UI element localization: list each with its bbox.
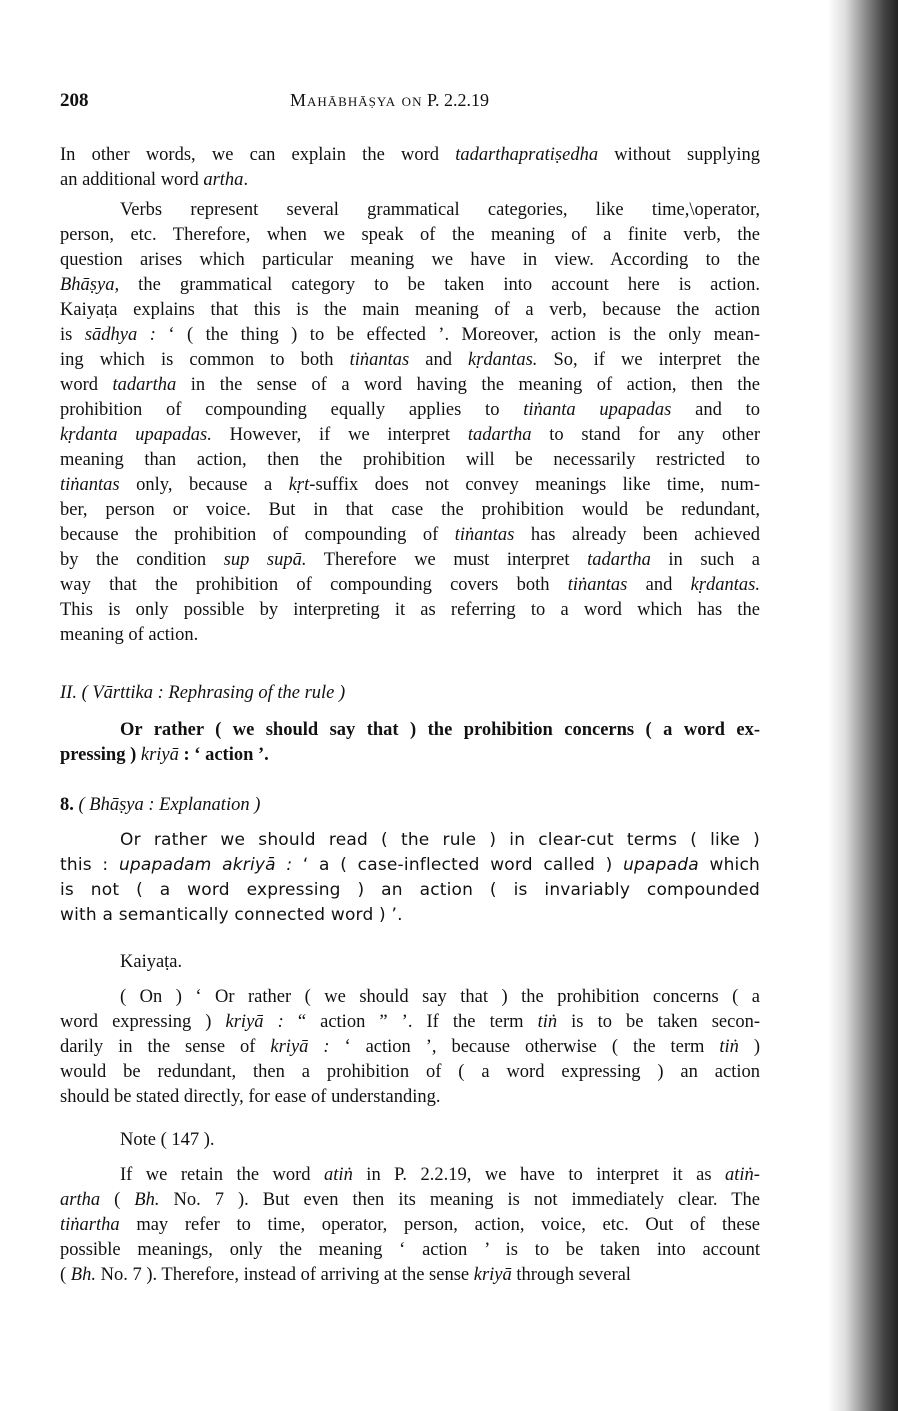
text-line [60, 168, 760, 193]
text-run: Therefore we must interpret [306, 550, 588, 570]
text-run: However, if we interpret [211, 425, 468, 445]
text-block-bh [60, 828, 760, 928]
italic-term: tiṅantas [567, 575, 628, 595]
italic-term: tadartha [587, 550, 651, 570]
text-line [60, 473, 760, 498]
text-line [60, 423, 760, 448]
text-line [60, 1163, 760, 1188]
text-run: 8. [60, 795, 74, 815]
text-run: in P. 2.2.19, we have to interpret it as [352, 1165, 726, 1185]
text-line [60, 1213, 760, 1238]
text-run: and to [671, 400, 760, 420]
text-line [60, 398, 760, 423]
italic-term: kriyā : [270, 1037, 330, 1057]
text-run: is to be taken secon- [557, 1012, 760, 1032]
page-number: 208 [60, 90, 89, 111]
text-run: may refer to time, operator, person, action, voice, etc. Out of these [119, 1215, 760, 1235]
text-run: possible meanings, only the meaning ‘ action ’ is to be taken into account [60, 1240, 760, 1260]
text-run: If we retain the word [120, 1165, 325, 1185]
text-run: which [698, 855, 760, 875]
text-run: ‘ ( the thing ) to be effected ’. Moreover, action is the only mean- [155, 325, 760, 345]
italic-term: tiṅantas [454, 525, 515, 545]
text-run: ) [738, 1037, 761, 1057]
italic-term: Bhāṣya, [60, 275, 120, 295]
text-run: ing which is common to both [60, 350, 350, 370]
text-line [60, 273, 760, 298]
text-line [60, 1085, 760, 1110]
text-block-np [60, 1163, 760, 1288]
text-run: No. 7 ). But even then its meaning is not immediately clear. The [159, 1190, 760, 1210]
text-run: darily in the sense of [60, 1037, 271, 1057]
italic-term: upapadam akriyā : [118, 855, 293, 875]
scanned-book-edge [828, 0, 898, 1411]
text-run: is [60, 325, 85, 345]
text-run: to stand for any other [531, 425, 760, 445]
italic-term: tadartha [467, 425, 532, 445]
italic-term: II. ( Vārttika : Rephrasing of the rule ) [60, 683, 346, 703]
italic-term: tiṅantas [349, 350, 410, 370]
text-run: Or rather we should read ( the rule ) in clear-cut terms ( like ) [120, 830, 760, 850]
italic-term: atiṅ [324, 1165, 353, 1185]
running-head-title: Mahābhāṣya on [290, 90, 423, 110]
text-line [60, 448, 760, 473]
text-run: by the condition [60, 550, 224, 570]
text-line [60, 498, 760, 523]
text-line [60, 198, 760, 223]
italic-term: kriyā : [225, 1012, 284, 1032]
text-line [60, 248, 760, 273]
text-line [60, 793, 760, 818]
text-run: Verbs represent several grammatical categories, like time,\operator, [120, 200, 760, 220]
text-line [60, 681, 760, 706]
text-line [60, 348, 760, 373]
text-run: ( [100, 1190, 135, 1210]
text-line [60, 1263, 760, 1288]
italic-term: sup supā. [223, 550, 307, 570]
text-run: ( On ) ‘ Or rather ( we should say that ) the prohibition concerns ( a [120, 987, 760, 1007]
text-run: word [60, 375, 113, 395]
text-line [60, 373, 760, 398]
text-line [60, 853, 760, 878]
text-line [60, 1128, 760, 1153]
text-run: -suffix does not convey meanings like time, num- [309, 475, 760, 495]
italic-term: artha [60, 1190, 101, 1210]
text-block-kp [60, 985, 760, 1110]
text-run: No. 7 ). Therefore, instead of arriving at the sense [95, 1265, 474, 1285]
italic-term: tadarthapratiṣedha [455, 145, 599, 165]
text-block-nt [60, 1128, 760, 1153]
italic-term: tadartha [112, 375, 177, 395]
running-head-ref: P. 2.2.19 [426, 90, 489, 110]
italic-term: kṛdanta upapadas. [60, 425, 212, 445]
text-run: ber, person or voice. But in that case the prohibition would be redundant, [60, 500, 760, 520]
italic-term: tiṅartha [60, 1215, 120, 1235]
italic-term: kriyā [473, 1265, 512, 1285]
text-run: Or rather ( we should say that ) the prohibition concerns ( a word ex- [120, 720, 760, 740]
text-line [60, 718, 760, 743]
text-run: in such a [650, 550, 761, 570]
text-line [60, 903, 760, 928]
text-line [60, 548, 760, 573]
text-run: ‘ action ’, because otherwise ( the term [329, 1037, 720, 1057]
italic-term: tiṅ [719, 1037, 739, 1057]
text-run: would be redundant, then a prohibition of ( a word expressing ) an action [60, 1062, 760, 1082]
text-line [60, 298, 760, 323]
italic-term: Bh. [134, 1190, 160, 1210]
text-run: question arises which particular meaning we have in view. According to the [60, 250, 760, 270]
text-line [60, 985, 760, 1010]
italic-term: tiṅ [537, 1012, 558, 1032]
italic-term: kṛdantas. [468, 350, 538, 370]
text-run: an additional word [60, 170, 204, 190]
text-line [60, 1010, 760, 1035]
text-run: has already been achieved [514, 525, 760, 545]
text-line [60, 223, 760, 248]
text-run: in the sense of a word having the meaning of action, then the [176, 375, 760, 395]
text-run: prohibition of compounding equally applies to [60, 400, 524, 420]
italic-term: kriyā [140, 745, 179, 765]
text-run: meaning of action. [60, 625, 199, 645]
italic-term: ( Bhāṣya : Explanation ) [73, 795, 261, 815]
text-run: this : [60, 855, 119, 875]
text-run: “ action ” ’. If the term [283, 1012, 538, 1032]
text-run: without supplying [598, 145, 760, 165]
italic-term: sādhya : [84, 325, 156, 345]
text-line [60, 573, 760, 598]
text-block-h8 [60, 793, 760, 818]
text-run: way that the prohibition of compounding covers both [60, 575, 568, 595]
text-line [60, 143, 760, 168]
text-run: because the prohibition of compounding of [60, 525, 455, 545]
italic-term: Bh. [70, 1265, 96, 1285]
text-run: with a semantically connected word ) ’. [60, 905, 403, 925]
text-line [60, 1188, 760, 1213]
text-run: . [243, 170, 249, 190]
text-block-p1 [60, 143, 760, 193]
text-block-h2 [60, 681, 760, 706]
text-block-vt [60, 718, 760, 768]
text-line [60, 1035, 760, 1060]
text-run: only, because a [119, 475, 289, 495]
text-run: : ‘ action ’. [178, 745, 269, 765]
text-run: and [409, 350, 469, 370]
text-run: Kaiyaṭa. [120, 952, 183, 972]
text-run: and [627, 575, 691, 595]
text-line [60, 598, 760, 623]
text-line [60, 878, 760, 903]
text-run: ( [60, 1265, 71, 1285]
italic-term: tiṅanta upapadas [523, 400, 672, 420]
text-line [60, 623, 760, 648]
italic-term: kṛt [288, 475, 310, 495]
text-block-p2 [60, 198, 760, 648]
text-run: This is only possible by interpreting it as referring to a word which has the [60, 600, 760, 620]
text-block-ka [60, 950, 760, 975]
text-line [60, 1060, 760, 1085]
text-run: through several [511, 1265, 631, 1285]
italic-term: kṛdantas. [690, 575, 760, 595]
text-line [60, 523, 760, 548]
text-run: word expressing ) [60, 1012, 226, 1032]
text-run: should be stated directly, for ease of understanding. [60, 1087, 441, 1107]
text-run: Kaiyaṭa explains that this is the main meaning of a verb, because the action [60, 300, 760, 320]
italic-term: atiṅ- [725, 1165, 760, 1185]
text-run: ‘ a ( case-inflected word called ) [292, 855, 624, 875]
text-run: In other words, we can explain the word [60, 145, 456, 165]
text-line [60, 828, 760, 853]
italic-term: upapada [623, 855, 699, 875]
running-head [290, 90, 489, 111]
text-run: person, etc. Therefore, when we speak of the meaning of a finite verb, the [60, 225, 760, 245]
text-run: is not ( a word expressing ) an action ( is invariably compounded [60, 880, 760, 900]
text-run: Note ( 147 ). [120, 1130, 215, 1150]
text-run: pressing ) [60, 745, 141, 765]
text-run: the grammatical category to be taken into account here is action. [119, 275, 760, 295]
text-run: meaning than action, then the prohibition will be necessarily restricted to [60, 450, 760, 470]
text-run: So, if we interpret the [537, 350, 760, 370]
italic-term: artha [203, 170, 244, 190]
italic-term: tiṅantas [60, 475, 120, 495]
text-line [60, 323, 760, 348]
text-line [60, 1238, 760, 1263]
text-line [60, 950, 760, 975]
text-line [60, 743, 760, 768]
